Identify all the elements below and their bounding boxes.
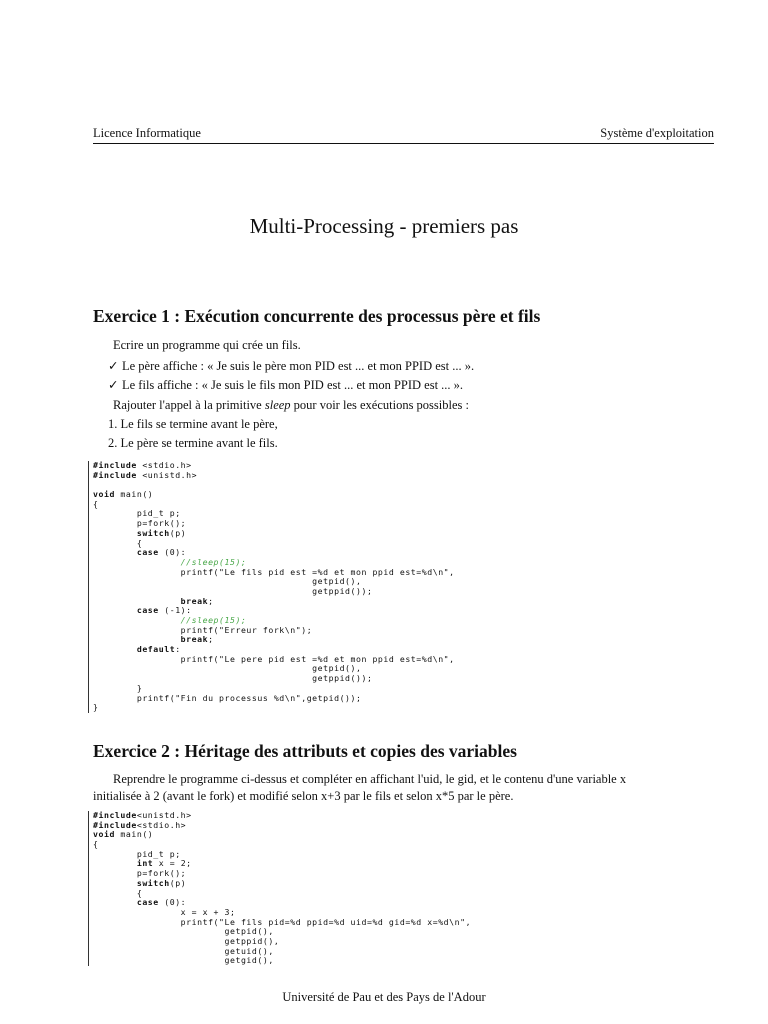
code-line: #include<stdio.h>	[93, 819, 187, 830]
code-line: {	[93, 839, 99, 850]
code-line: #include<unistd.h>	[93, 810, 192, 820]
ex2-code-listing	[88, 811, 471, 966]
code-line: getpid(),	[93, 576, 362, 587]
ex1-code-listing	[88, 461, 455, 713]
code-line: p=fork();	[93, 868, 187, 879]
code-line: //sleep(15);	[93, 556, 247, 567]
ex1-item-2: 2. Le père se termine avant le fils.	[108, 436, 278, 450]
code-line: //sleep(15);	[93, 615, 247, 625]
code-line: getppid());	[93, 673, 373, 684]
code-line: {	[93, 498, 99, 509]
code-line: {	[93, 537, 143, 548]
code-line: case (-1):	[136, 605, 192, 616]
ex1-bullet-1-text: Le père affiche : « Je suis le père mon PID est ... et mon PPID est ... ».	[122, 359, 475, 373]
code-line: void main()	[93, 829, 154, 840]
code-line: }	[93, 702, 99, 713]
code-line: break;	[180, 595, 214, 606]
code-line: pid_t p;	[93, 848, 181, 859]
exercise-2-heading: Exercice 2 : Héritage des attributs et copies des variables	[93, 741, 517, 761]
checkmark-icon: ✓	[108, 378, 119, 392]
ex1-bullet-2-text: Le fils affiche : « Je suis le fils mon PID est ... et mon PPID est ... ».	[122, 378, 464, 392]
code-line: pid_t p;	[93, 508, 181, 519]
exercise-1-heading: Exercice 1 : Exécution concurrente des processus père et fils	[93, 306, 541, 326]
ex1-note-pre: Rajouter l'appel à la primitive	[113, 398, 265, 412]
code-line: printf("Le pere pid est =%d et mon ppid est=%d\n",	[93, 653, 455, 664]
code-line: }	[93, 682, 143, 693]
page-title: Multi-Processing - premiers pas	[249, 214, 519, 238]
code-line: getppid(),	[93, 935, 280, 946]
code-line: case (0):	[136, 897, 187, 908]
code-line: #include <unistd.h>	[93, 469, 198, 480]
page-footer: Université de Pau et des Pays de l'Adour	[282, 990, 486, 1004]
ex1-note-em: sleep	[264, 398, 291, 412]
code-line: getgid(),	[93, 955, 274, 966]
code-line: case (0):	[136, 547, 187, 558]
checkmark-icon: ✓	[108, 359, 119, 373]
code-line: getuid(),	[93, 945, 274, 956]
code-line: int x = 2;	[136, 858, 192, 869]
header-rule	[93, 143, 714, 144]
code-line: {	[93, 887, 143, 898]
code-line: getpid(),	[93, 926, 274, 937]
code-line: switch(p)	[136, 877, 187, 888]
ex2-para-line-1: Reprendre le programme ci-dessus et compléter en affichant l'uid, le gid, et le contenu d'une variable x	[113, 772, 627, 786]
code-line: printf("Erreur fork\n");	[93, 624, 313, 635]
ex1-note-post: pour voir les exécutions possibles :	[290, 398, 469, 412]
code-line: getppid());	[93, 585, 373, 596]
code-line: break;	[180, 634, 214, 645]
ex1-bullet-2	[108, 377, 463, 394]
code-line: switch(p)	[136, 527, 187, 538]
ex1-note	[113, 397, 469, 414]
code-line: printf("Le fils pid est =%d et mon ppid est=%d\n",	[93, 566, 455, 577]
code-line: printf("Le fils pid=%d ppid=%d uid=%d gid=%d x=%d\n",	[93, 916, 472, 927]
ex2-para-line-2: initialisée à 2 (avant le fork) et modifié selon x+3 par le fils et selon x*5 par le père.	[93, 789, 514, 803]
code-line: default:	[136, 644, 181, 655]
ex1-item-1: 1. Le fils se termine avant le père,	[108, 417, 278, 431]
header-left: Licence Informatique	[93, 126, 201, 140]
code-line: #include <stdio.h>	[93, 460, 192, 470]
code-line: printf("Fin du processus %d\n",getpid());	[93, 692, 362, 703]
ex1-bullet-1	[108, 358, 474, 375]
code-line: p=fork();	[93, 518, 187, 529]
header-right: Système d'exploitation	[600, 126, 714, 140]
ex1-intro: Ecrire un programme qui crée un fils.	[113, 338, 301, 352]
code-line: void main()	[93, 489, 154, 500]
code-line: x = x + 3;	[93, 906, 236, 917]
code-line: getpid(),	[93, 663, 362, 674]
